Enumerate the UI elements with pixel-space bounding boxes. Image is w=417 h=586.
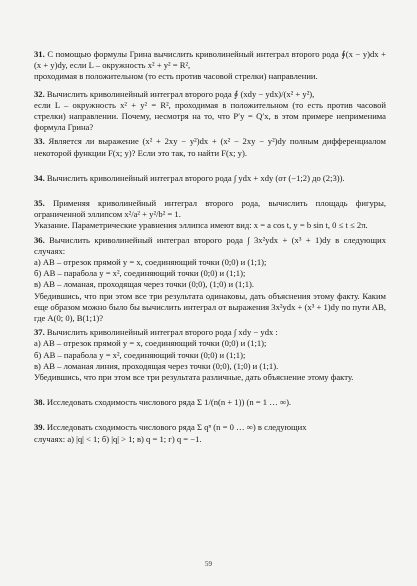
problem-number: 33. [34, 136, 45, 147]
problem-case: а) AB – отрезок прямой y = x, соединяющий точки (0;0) и (1;1); [34, 257, 267, 268]
problem-text: Убедившись, что при этом все три результата одинаковы, дать объяснения этому факту. Каким еще образом можно было бы вычислить интеграл от выражения 3x²ydx + (x³ + 1)dy по пути AB, где A(0; 0), B(1;1)? [34, 290, 386, 324]
problem-text: проходимая в положительном (то есть против часовой стрелки) направлении. [34, 71, 318, 82]
problem-text: 36. Вычислить криволинейный интеграл второго рода ∫ 3x²ydx + (x³ + 1)dy в следующих случаях: [34, 234, 386, 256]
problem-32 [34, 89, 386, 134]
problem-text: 35. Применяя криволинейный интеграл второго рода, вычислить площадь фигуры, ограниченной эллипсом x²/a² + y²/b² = 1. [34, 198, 386, 220]
problem-number: 31. [34, 49, 45, 59]
problem-37 [34, 327, 386, 383]
problem-number: 39. [34, 422, 45, 433]
problem-text: 39. Исследовать сходимость числового ряда Σ qⁿ (n = 0 … ∞) в следующих [34, 422, 307, 433]
problem-34 [34, 173, 386, 184]
problem-number: 37. [34, 327, 45, 338]
problem-text: 32. Вычислить криволинейный интеграл второго рода ∮ (xdy − ydx)/(x² + y²), [34, 88, 315, 99]
problem-36 [34, 235, 386, 325]
problem-text: 38. Исследовать сходимость числового ряда Σ 1/(n(n + 1)) (n = 1 … ∞). [34, 397, 292, 408]
problem-number: 32. [34, 88, 45, 99]
problem-case: б) AB – парабола y = x², соединяющий точки (0;0) и (1;1); [34, 349, 246, 360]
problem-text: 33. Является ли выражение (x² + 2xy − y²)dx + (x² − 2xy − y²)dy полным дифференциалом некоторой функции F(x; y)? Если это так, то найти F(x; y). [34, 136, 386, 158]
problem-list [34, 46, 386, 445]
page-number: 59 [205, 560, 212, 568]
problem-number: 38. [34, 397, 45, 408]
problem-text: Убедившись, что при этом все три результата различные, дать объяснение этому факту. [34, 372, 354, 383]
problem-number: 35. [34, 198, 45, 209]
problem-hint: Указание. Параметрические уравнения эллипса имеют вид: x = a cos t, y = b sin t, 0 ≤ t ≤ 2π. [34, 220, 368, 231]
problem-case: а) AB – отрезок прямой y = x, соединяющий точки (0;0) и (1;1); [34, 338, 267, 349]
problem-text: 34. Вычислить криволинейный интеграл второго рода ∫ ydx + xdy (от (−1;2) до (2;3)). [34, 172, 345, 183]
problem-33 [34, 136, 386, 158]
problem-text: 31. С помощью формулы Грина вычислить криволинейный интеграл второго рода ∮(x − y)dx + (x + y)dy, если L – окружность x² + y² = R², [34, 49, 386, 71]
problem-text: если L – окружность x² + y² = R², проходимая в положительном (то есть против часовой стрелки) направлении. Почему, несмотря на то, что P′y = Q′x, в этом примере неприменима формула Грина? [34, 99, 386, 133]
problem-number: 36. [34, 234, 45, 245]
problem-case: случаях: а) |q| < 1; б) |q| > 1; в) q = 1; г) q = −1. [34, 433, 202, 444]
problem-38 [34, 397, 386, 408]
problem-39 [34, 422, 386, 444]
problem-case: в) AB – ломаная, проходящая через точки (0;0), (1;0) и (1;1). [34, 279, 255, 290]
problem-31 [34, 49, 386, 83]
problem-number: 34. [34, 172, 45, 183]
problem-35 [34, 198, 386, 232]
problem-case: в) AB – ломаная линия, проходящая через точки (0;0), (1;0) и (1;1). [34, 360, 279, 371]
problem-case: б) AB – парабола y = x², соединяющий точки (0;0) и (1;1); [34, 268, 246, 279]
problem-text: 37. Вычислить криволинейный интеграл второго рода ∫ xdy − ydx : [34, 327, 278, 338]
